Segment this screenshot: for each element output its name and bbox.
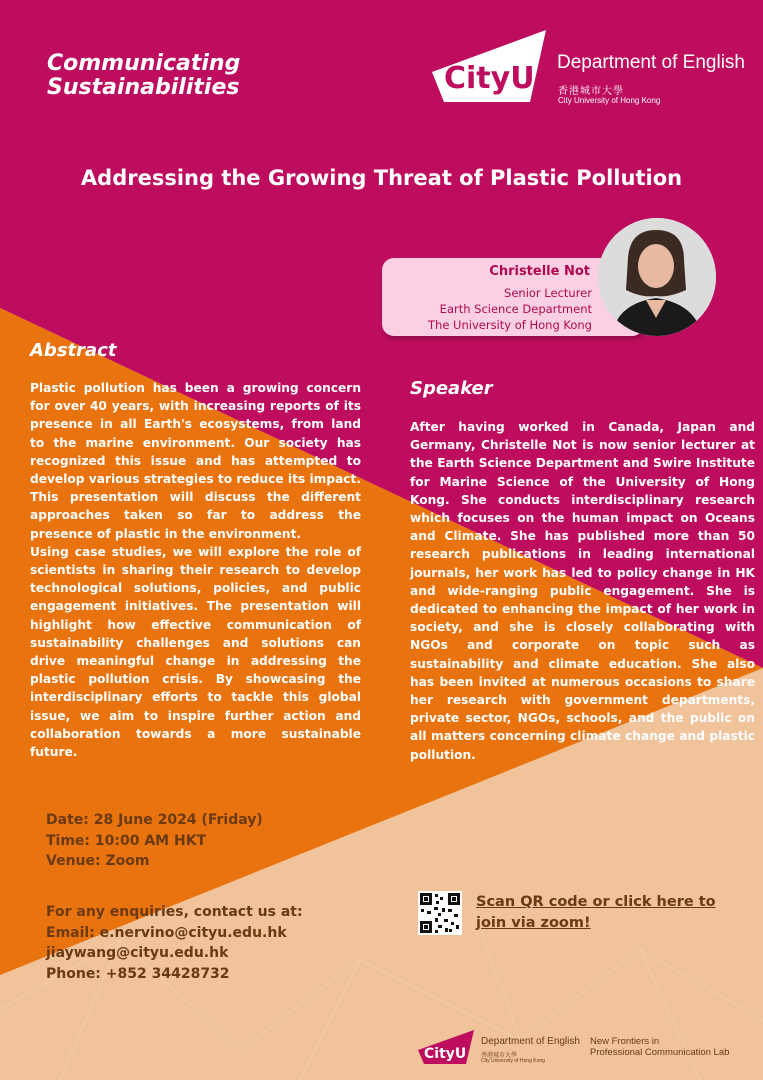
speaker-name: Christelle Not [489,264,590,279]
contact-phone: Phone: +852 34428732 [46,965,230,982]
abstract-paragraph-2: Using case studies, we will explore the role of scientists in sharing their research to develop technological solutions, policies, and public engagement initiatives. The presentation will highlight how effective communication of sustainability challenges and solutions can drive meaningful change in addressing the plastic pollution crisis. By showcasing the interdisciplinary efforts to tackle this global issue, we aim to inspire further action and collaboration towards a more sustainable future. [30,544,361,760]
footer-department: Department of English [481,1036,580,1047]
zoom-link-line1: Scan QR code or click here to [476,894,716,910]
speaker-bio: After having worked in Canada, Japan and Germany, Christelle Not is now senior lecturer at the Earth Science Department and Swire Institute for Marine Science of the University of Hong Kong. She conducts interdisciplinary research which focuses on the human impact on Oceans and Climate. She has published more than 50 research publications in leading international journals, her work has led to policy change in HK and wide-ranging public engagement. She is dedicated to enhancing the impact of her work in society, and she is closely collaborating with NGOs and corporate on topic such as sustainability and climate education. She also has been invited at numerous occasions to share her research with government departments, private sector, NGOs, schools, and the public on all matters concerning climate change and plastic pollution. [410,420,755,762]
event-venue: Venue: Zoom [46,853,150,869]
cityu-logo-text: CityU [444,61,535,96]
series-title-line2: Sustainabilities [47,75,240,100]
talk-title: Addressing the Growing Threat of Plastic Pollution [80,166,683,190]
footer-lab-line1: New Frontiers in [590,1036,660,1047]
footer-chinese-name: 香港城市大學 [481,1053,518,1059]
footer-lab-name [590,1036,729,1058]
abstract-body [30,379,361,761]
speaker-heading: Speaker [410,378,493,399]
abstract-heading: Abstract [30,340,117,361]
series-title-line1: Communicating [47,51,241,76]
speaker-department: Earth Science Department [439,302,592,316]
zoom-qr-code[interactable] [418,891,462,935]
speaker-university: The University of Hong Kong [428,318,592,332]
footer-logo-text: CityU [424,1046,467,1062]
contact-intro: For any enquiries, contact us at: [46,904,303,920]
speaker-photo [598,218,716,336]
footer-cityu-logo [418,1030,478,1064]
cityu-logo [432,30,552,102]
footer-lab-line2: Professional Communication Lab [590,1047,730,1058]
department-name: Department of English [557,52,745,73]
university-chinese-name: 香港城市大學 [558,86,624,97]
series-title [47,52,240,100]
event-info [46,810,263,872]
abstract-paragraph-1: Plastic pollution has been a growing concern for over 40 years, with increasing reports of its presence in all Earth's ecosystems, from land to the marine environment. Our society has recognized this issue and has attempted to develop various strategies to reduce its impact. This presentation will discuss the different approaches taken so far to address the presence of plastic in the environment. [30,381,361,541]
zoom-link-line2: join via zoom! [476,915,591,931]
university-name: City University of Hong Kong [558,96,661,105]
footer-university: City University of Hong Kong [481,1058,545,1064]
speaker-title: Senior Lecturer [504,286,592,300]
contact-info [46,902,303,984]
contact-email-1[interactable]: Email: e.nervino@cityu.edu.hk [46,924,287,941]
event-date: Date: 28 June 2024 (Friday) [46,812,263,828]
event-time: Time: 10:00 AM HKT [46,832,207,849]
zoom-join-link[interactable] [476,892,716,934]
contact-email-2[interactable]: jiaywang@cityu.edu.hk [46,945,229,961]
